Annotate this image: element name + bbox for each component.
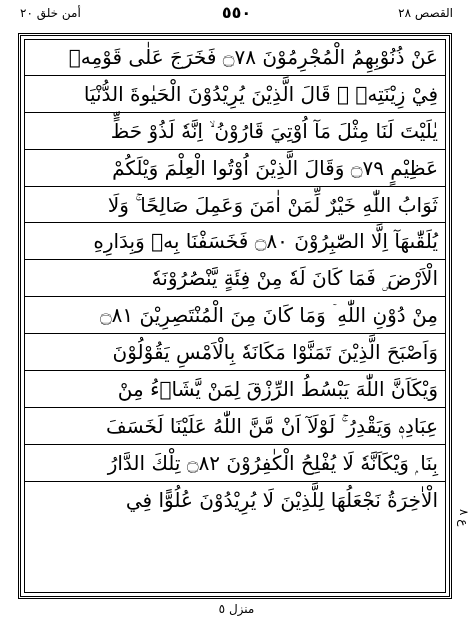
- verse-line: مِنْ دُوْنِ اللّٰهِ ۤ وَمَا كَانَ مِنَ الْمُنْتَصِرِيْنَ ۝٨١: [24, 297, 446, 334]
- verse-line: الْاٰخِرَةُ نَجْعَلُهَا لِلَّذِيْنَ لَا يُرِيْدُوْنَ عُلُوًّا فِي: [125, 488, 438, 513]
- ruku-marker: ع ٨: [457, 509, 471, 527]
- verse-line: عَظِيْمٍ ۝٧٩ وَقَالَ الَّذِيْنَ اُوْتُوا الْعِلْمَ وَيْلَكُمْ: [24, 150, 446, 187]
- verse-lines: [24, 39, 446, 519]
- verse-line: الْاَرْضَ ۣ فَمَا كَانَ لَهٗ مِنْ فِئَةٍ يَّنْصُرُوْنَهٗ: [24, 260, 446, 297]
- verse-line: يُلَقّٰىهَآ اِلَّا الصّٰبِرُوْنَ ۝٨٠ فَخَسَفْنَا بِهٖ وَبِدَارِهِ: [24, 223, 446, 260]
- verse-line: وَاَصْبَحَ الَّذِيْنَ تَمَنَّوْا مَكَانَهٗ بِالْاَمْسِ يَقُوْلُوْنَ: [24, 334, 446, 371]
- verse-line: بِنَا ۭ وَيْكَاَنَّهٗ لَا يُفْلِحُ الْكٰفِرُوْنَ ۝٨٢ تِلْكَ الدَّارُ: [24, 445, 446, 482]
- page-number: ٥٥٠: [221, 3, 252, 22]
- surah-label: القصص ٢٨: [398, 6, 453, 20]
- verse-line: عِبَادِهٖ وَيَقْدِرُ ۚ لَوْلَآ اَنْ مَّنَّ اللّٰهُ عَلَيْنَا لَخَسَفَ: [24, 408, 446, 445]
- juz-label: أمن خلق ٢٠: [20, 6, 81, 20]
- manzil-footer: منزل ٥: [218, 602, 255, 616]
- verse-line: يٰلَيْتَ لَنَا مِثْلَ مَآ اُوْتِيَ قَارُوْنُ ۙ اِنَّهٗ لَذُوْ حَظٍّ: [24, 113, 446, 150]
- page-header: [0, 0, 473, 28]
- verse-line: عَنْ ذُنُوْبِهِمُ الْمُجْرِمُوْنَ ۝٧٨ فَخَرَجَ عَلٰى قَوْمِهٖ: [24, 39, 446, 76]
- verse-line: فِيْ زِيْنَتِهٖ ۭ قَالَ الَّذِيْنَ يُرِيْدُوْنَ الْحَيٰوةَ الدُّنْيَا: [24, 76, 446, 113]
- verse-line: وَيْكَاَنَّ اللّٰهَ يَبْسُطُ الرِّزْقَ لِمَنْ يَّشَاۗءُ مِنْ: [24, 371, 446, 408]
- verse-line: ثَوَابُ اللّٰهِ خَيْرٌ لِّمَنْ اٰمَنَ وَعَمِلَ صَالِحًا ۚ وَلَا: [24, 187, 446, 224]
